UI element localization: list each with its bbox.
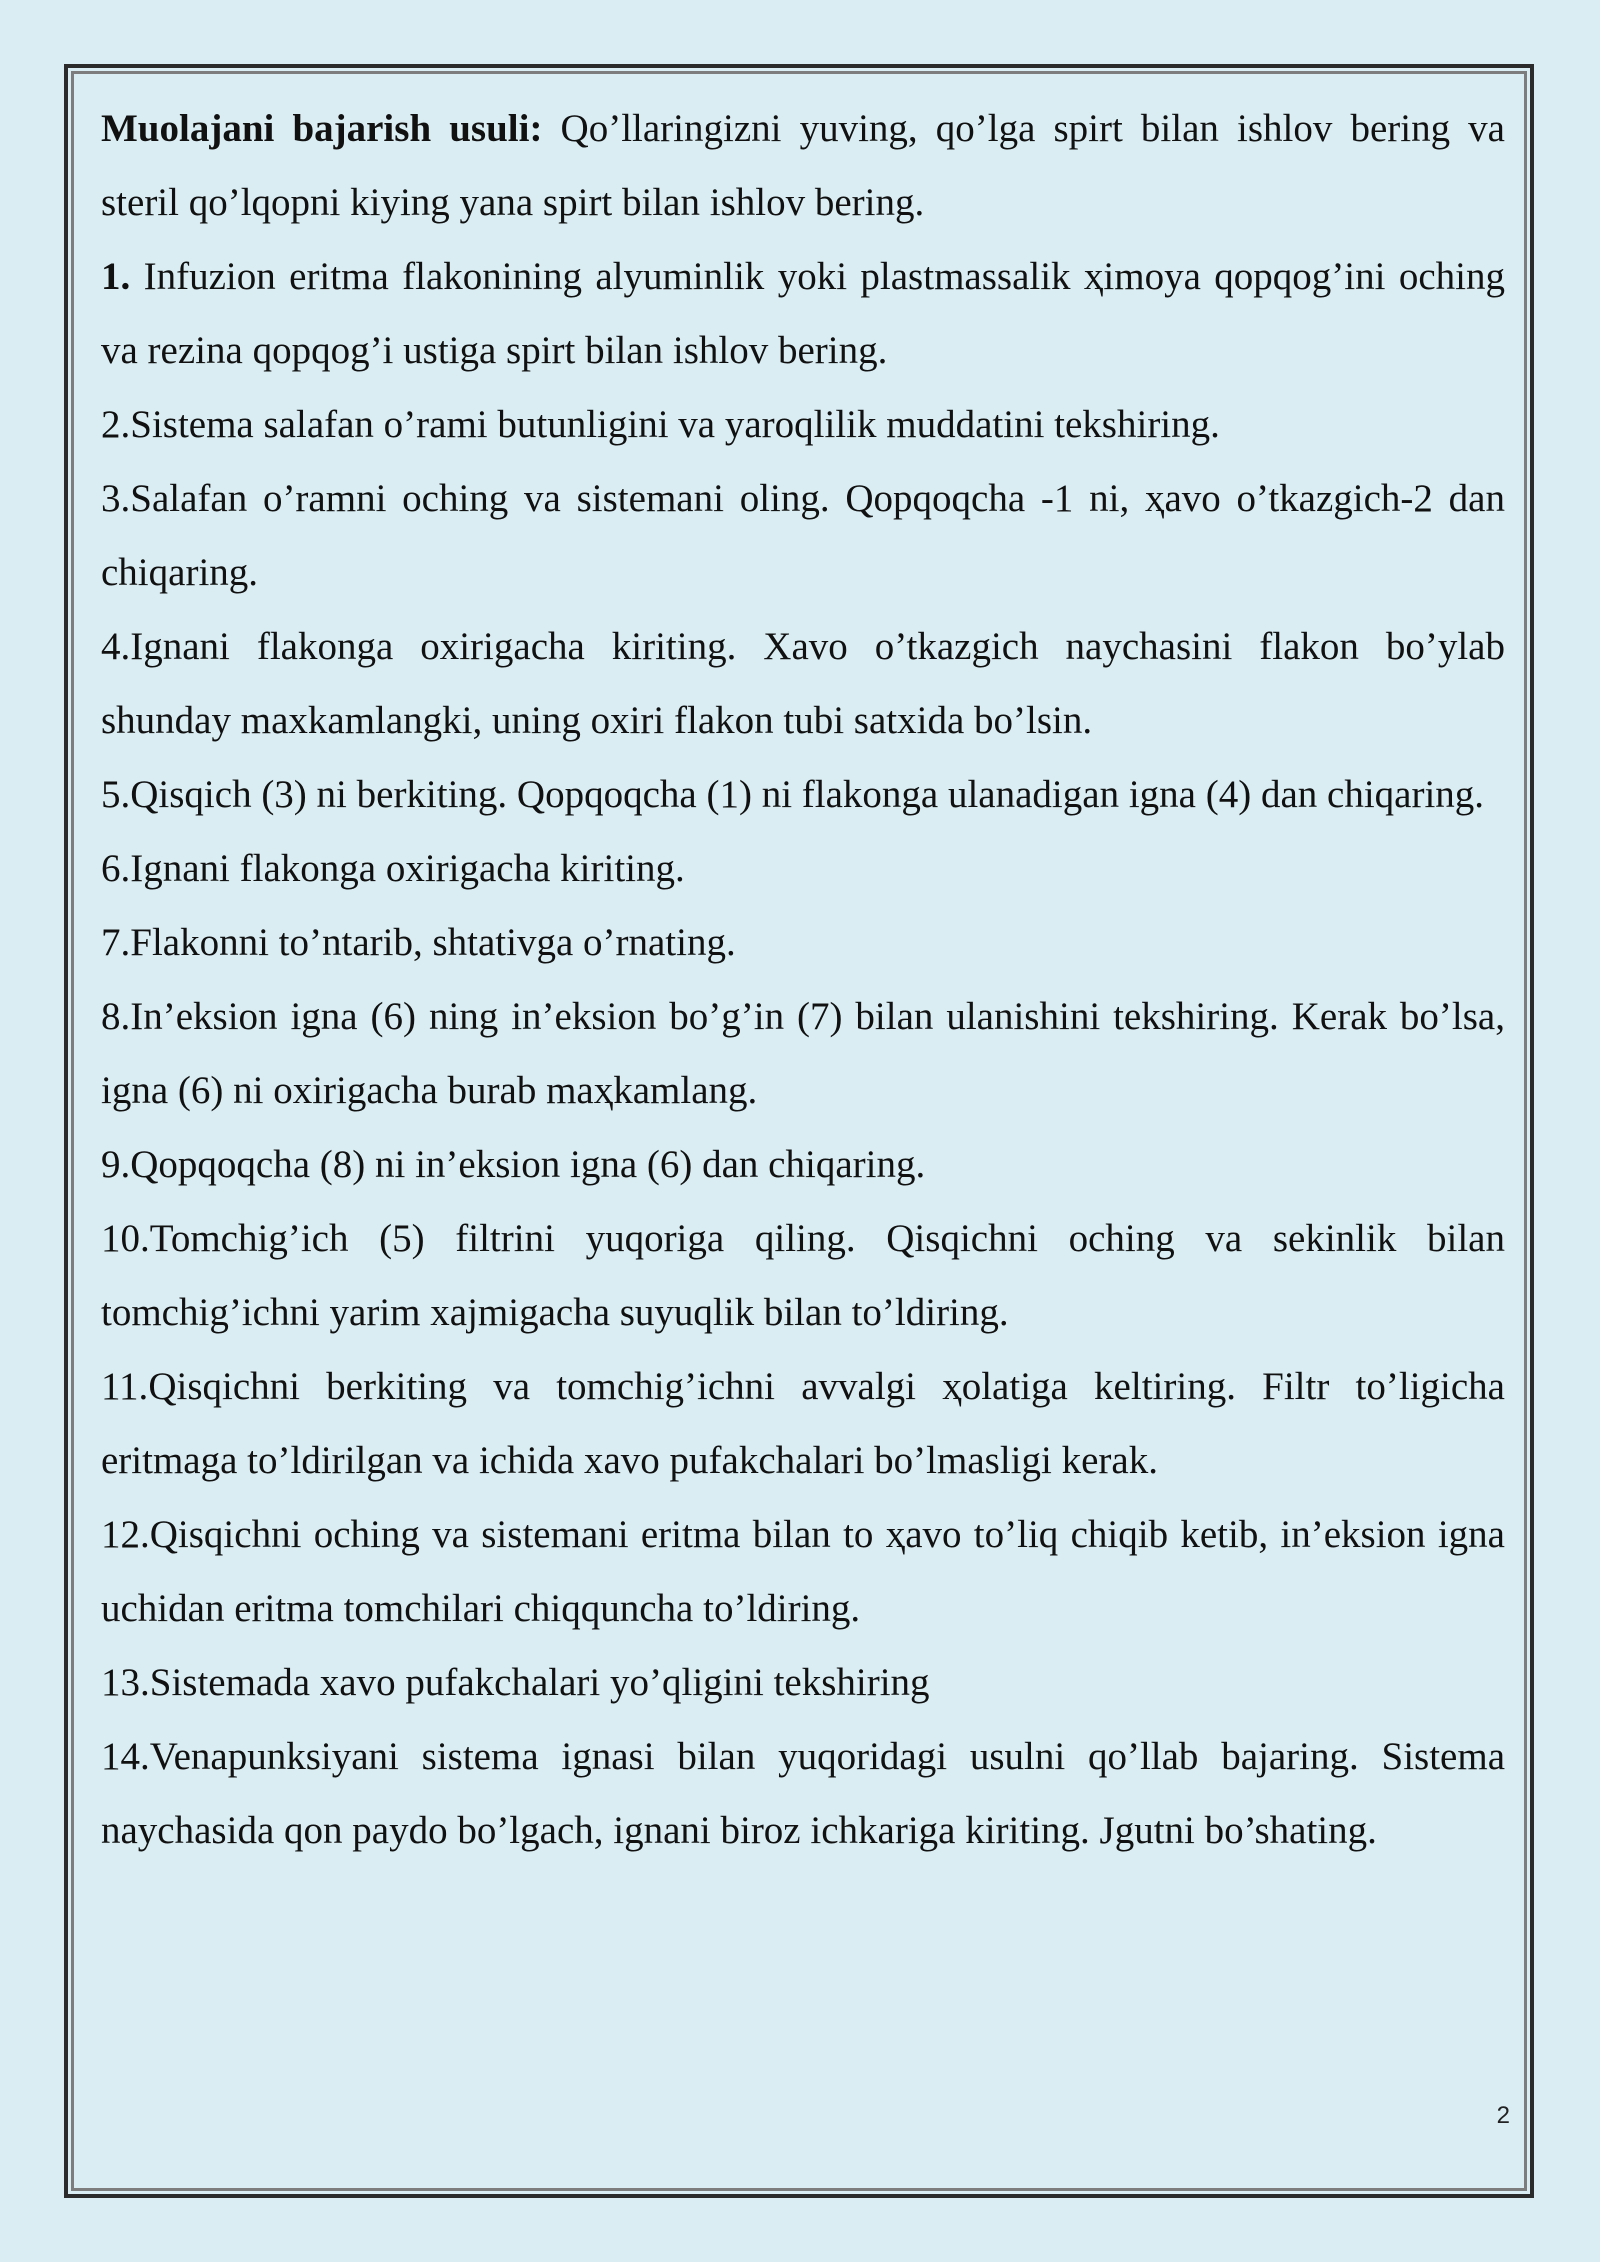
step-5 bbox=[101, 758, 1505, 832]
step-13 bbox=[101, 1646, 1505, 1720]
step-number: 2. bbox=[101, 403, 131, 446]
intro-paragraph bbox=[101, 92, 1505, 240]
document-body bbox=[101, 92, 1505, 1868]
step-text: In’eksion igna (6) ning in’eksion bo’g’in (7) bilan ulanishini tekshiring. Kerak bo’lsa, igna (6) ni oxirigacha burab maҳkamlang. bbox=[101, 995, 1505, 1112]
step-1 bbox=[101, 240, 1505, 388]
step-number: 5. bbox=[101, 773, 131, 816]
step-text: Qopqoqcha (8) ni in’eksion igna (6) dan chiqaring. bbox=[130, 1143, 926, 1186]
step-text: Venapunksiyani sistema ignasi bilan yuqoridagi usulni qo’llab bajaring. Sistema naychasida qon paydo bo’lgach, ignani biroz ichkariga kiriting. Jgutni bo’shating. bbox=[101, 1735, 1505, 1852]
step-6 bbox=[101, 832, 1505, 906]
step-12 bbox=[101, 1498, 1505, 1646]
step-text: Qisqichni berkiting va tomchig’ichni avvalgi ҳolatiga keltiring. Filtr to’ligicha eritmaga to’ldirilgan va ichida xavo pufakchalari bo’lmasligi kerak. bbox=[101, 1365, 1505, 1482]
step-4 bbox=[101, 610, 1505, 758]
step-text: Tomchig’ich (5) filtrini yuqoriga qiling. Qisqichni oching va sekinlik bilan tomchig’ichni yarim xajmigacha suyuqlik bilan to’ldiring. bbox=[101, 1217, 1505, 1334]
step-number: 14. bbox=[101, 1735, 150, 1778]
step-number: 8. bbox=[101, 995, 131, 1038]
step-text: Sistema salafan o’rami butunligini va yaroqlilik muddatini tekshiring. bbox=[130, 403, 1220, 446]
step-number: 7. bbox=[101, 921, 131, 964]
step-text: Qisqich (3) ni berkiting. Qopqoqcha (1) ni flakonga ulanadigan igna (4) dan chiqaring. bbox=[130, 773, 1485, 816]
step-14 bbox=[101, 1720, 1505, 1868]
page-number: 2 bbox=[1496, 2102, 1510, 2129]
step-text: Ignani flakonga oxirigacha kiriting. Xavo o’tkazgich naychasini flakon bo’ylab shunday maxkamlangki, uning oxiri flakon tubi satxida bo’lsin. bbox=[101, 625, 1505, 742]
step-number: 10. bbox=[101, 1217, 150, 1260]
step-number: 3. bbox=[101, 477, 131, 520]
step-number: 6. bbox=[101, 847, 131, 890]
intro-label: Muolajani bajarish usuli: bbox=[101, 107, 543, 150]
step-10 bbox=[101, 1202, 1505, 1350]
step-2 bbox=[101, 388, 1505, 462]
step-text: Infuzion eritma flakonining alyuminlik yoki plastmassalik ҳimoya qopqog’ini oching va rezina qopqog’i ustiga spirt bilan ishlov bering. bbox=[101, 255, 1505, 372]
step-8 bbox=[101, 980, 1505, 1128]
step-text: Flakonni to’ntarib, shtativga o’rnating. bbox=[130, 921, 736, 964]
page-frame bbox=[64, 64, 1534, 2198]
intro-text: Qo’llaringizni yuving, qo’lga spirt bilan ishlov bering va steril qo’lqopni kiying yana spirt bilan ishlov bering. bbox=[101, 107, 1505, 224]
step-number: 4. bbox=[101, 625, 131, 668]
step-text: Ignani flakonga oxirigacha kiriting. bbox=[130, 847, 685, 890]
step-7 bbox=[101, 906, 1505, 980]
step-text: Sistemada xavo pufakchalari yo’qligini tekshiring bbox=[149, 1661, 930, 1704]
step-9 bbox=[101, 1128, 1505, 1202]
step-number: 11. bbox=[101, 1365, 149, 1408]
step-text: Qisqichni oching va sistemani eritma bilan to ҳavo to’liq chiqib ketib, in’eksion igna uchidan eritma tomchilari chiqquncha to’ldiring. bbox=[101, 1513, 1505, 1630]
step-text: Salafan o’ramni oching va sistemani oling. Qopqoqcha -1 ni, ҳavo o’tkazgich-2 dan chiqaring. bbox=[101, 477, 1505, 594]
step-number: 9. bbox=[101, 1143, 131, 1186]
step-number: 13. bbox=[101, 1661, 150, 1704]
step-number: 1. bbox=[101, 255, 131, 298]
step-3 bbox=[101, 462, 1505, 610]
step-number: 12. bbox=[101, 1513, 150, 1556]
step-11 bbox=[101, 1350, 1505, 1498]
